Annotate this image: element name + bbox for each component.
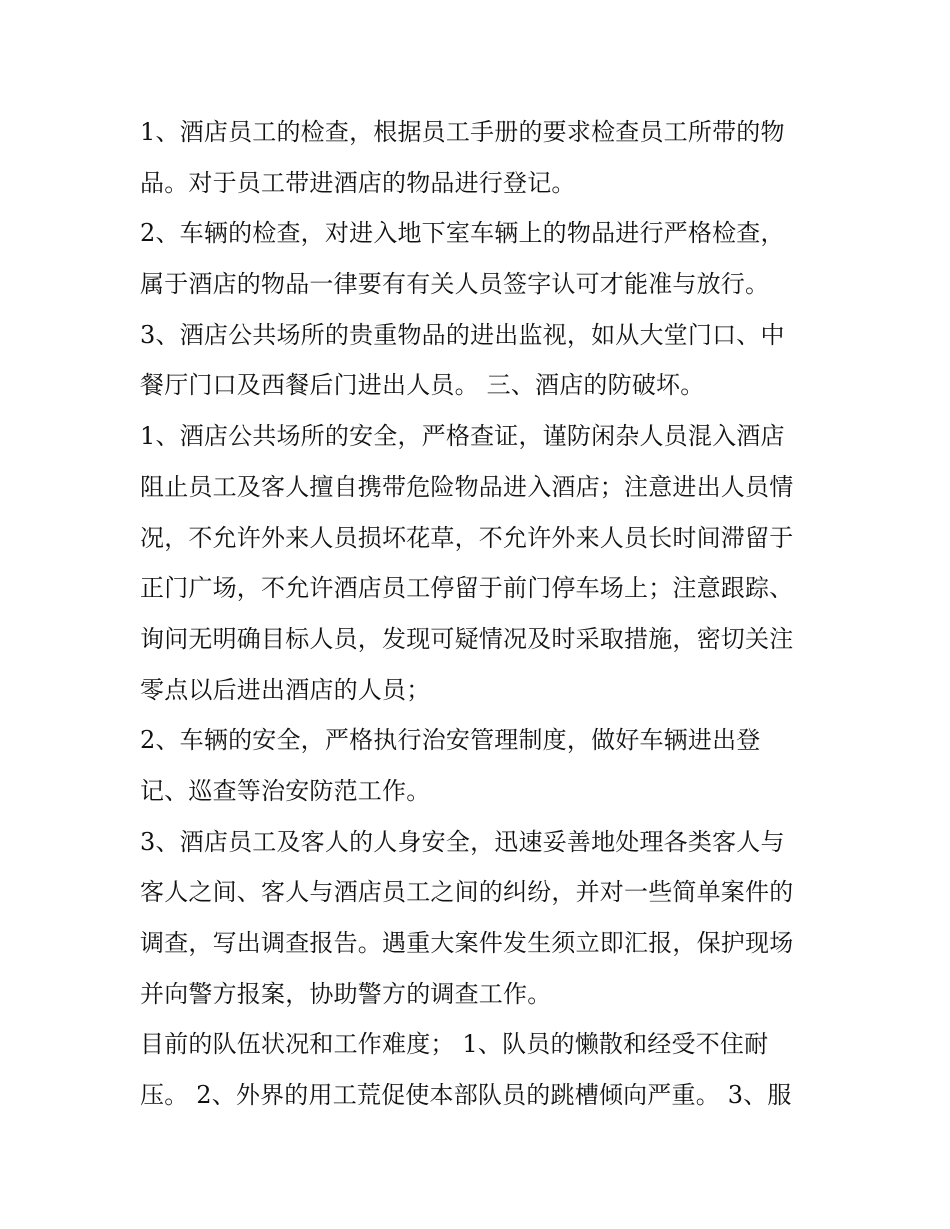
text-line: 客人之间、客人与酒店员工之间的纠纷，并对一些简单案件的 bbox=[140, 878, 794, 907]
text-line: 并向警方报案，协助警方的调查工作。 bbox=[140, 979, 552, 1008]
text-line: 品。对于员工带进酒店的物品进行登记。 bbox=[140, 168, 576, 197]
text-line: 目前的队伍状况和工作难度； 1、队员的懒散和经受不住耐 bbox=[140, 1030, 769, 1059]
text-line: 2、车辆的安全，严格执行治安管理制度，做好车辆进出登 bbox=[140, 726, 761, 755]
text-line: 压。 2、外界的用工荒促使本部队员的跳槽倾向严重。 3、服 bbox=[140, 1081, 792, 1110]
document-body bbox=[140, 107, 820, 1121]
text-line: 2、车辆的检查，对进入地下室车辆上的物品进行严格检查， bbox=[140, 219, 785, 248]
text-line: 正门广场，不允许酒店员工停留于前门停车场上；注意跟踪、 bbox=[140, 574, 794, 603]
text-line: 3、酒店公共场所的贵重物品的进出监视，如从大堂门口、中 bbox=[140, 320, 785, 349]
text-line: 记、巡查等治安防范工作。 bbox=[140, 776, 431, 805]
text-line: 阻止员工及客人擅自携带危险物品进入酒店；注意进出人员情 bbox=[140, 472, 794, 501]
text-line: 餐厅门口及西餐后门进出人员。 三、酒店的防破坏。 bbox=[140, 371, 705, 400]
text-line: 询问无明确目标人员，发现可疑情况及时采取措施，密切关注 bbox=[140, 624, 794, 653]
text-line: 属于酒店的物品一律要有有关人员签字认可才能准与放行。 bbox=[140, 270, 770, 299]
text-line: 1、酒店员工的检查，根据员工手册的要求检查员工所带的物 bbox=[140, 118, 785, 146]
text-line: 调查，写出调查报告。遇重大案件发生须立即汇报，保护现场 bbox=[140, 929, 794, 957]
text-line: 3、酒店员工及客人的人身安全，迅速妥善地处理各类客人与 bbox=[140, 827, 785, 856]
text-line: 零点以后进出酒店的人员； bbox=[140, 675, 431, 704]
text-line: 况，不允许外来人员损坏花草，不允许外来人员长时间滞留于 bbox=[140, 523, 794, 552]
text-line: 1、酒店公共场所的安全，严格查证，谨防闲杂人员混入酒店 bbox=[140, 422, 785, 451]
